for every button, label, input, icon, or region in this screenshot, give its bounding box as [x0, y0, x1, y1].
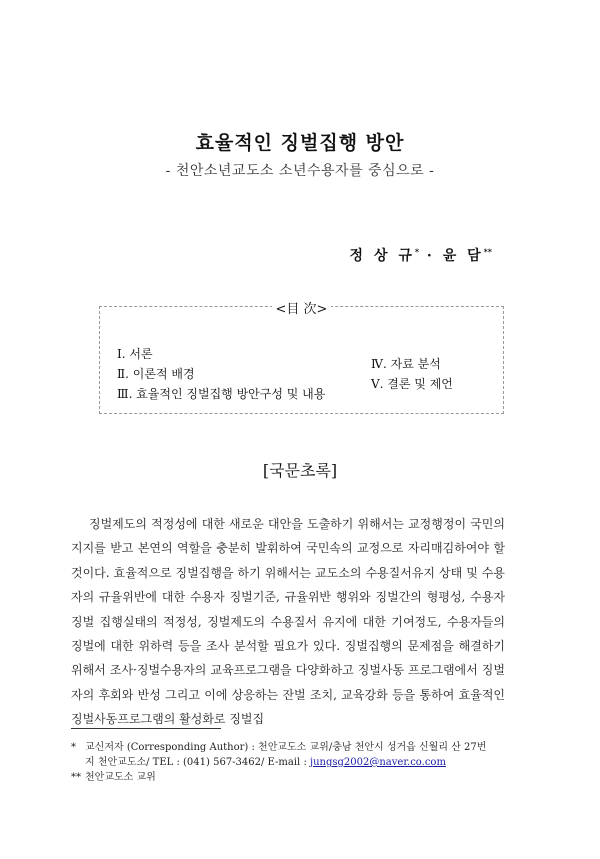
footnote-1	[71, 740, 521, 755]
toc-heading: <目 次>	[272, 302, 332, 317]
footnote-1-line-1: 교신저자 (Corresponding Author) : 천안교도소 교위/충남 천안시 성거읍 신월리 산 27번	[85, 742, 487, 753]
toc-item-2: Ⅱ. 이론적 배경	[117, 367, 195, 381]
footnote-1-mark: *	[71, 742, 76, 753]
email-link[interactable]: jungsg2002@naver.co.com	[310, 757, 446, 768]
author-name-2: 윤 담	[442, 248, 484, 264]
toc-left-column	[117, 344, 325, 404]
abstract-body: 징벌제도의 적정성에 대한 새로운 대안을 도출하기 위해서는 교정행정이 국민의 지지를 받고 본연의 역할을 충분히 발휘하여 국민속의 교정으로 자리매김하여야 할 것이다. 효율적으로 징벌집행을 하기 위해서는 교도소의 수용질서유지 상태 및 수용자의 규율위반에 대한 수용자 징벌기준, 규율위반 행위와 징벌간의 형평성, 수용자 징벌 집행실태의 적정성, 징벌제도의 수용질서 유지에 대한 기여정도, 수용자들의 징벌에 대한 위하력 등을 조사 분석할 필요가 있다. 징벌집행의 문제점을 해결하기 위해서 조사·징벌수용자의 교육프로그램을 다양화하고 징벌사동 프로그램에서 징벌자의 후회와 반성 그리고 이에 상응하는 잔벌 조치, 교육강화 등을 통하여 효율적인 징벌사동프로그램의 활성화로 징벌집	[71, 517, 505, 727]
author-line	[350, 245, 492, 265]
footnote-divider	[71, 728, 221, 729]
abstract-heading: [국문초록]	[262, 461, 338, 480]
toc-right-column	[371, 354, 453, 394]
author-separator: ·	[419, 248, 443, 264]
footnote-2	[71, 770, 521, 785]
toc-item-5: Ⅴ. 결론 및 제언	[371, 377, 453, 391]
author-name-1: 정 상 규	[349, 248, 415, 264]
footnotes	[71, 740, 521, 785]
author-mark-1: *	[414, 246, 420, 257]
paper-subtitle: - 천안소년교도소 소년수용자를 중심으로 -	[165, 163, 435, 179]
toc-item-4: Ⅳ. 자료 분석	[371, 357, 441, 371]
footnote-1-line-2: 지 천안교도소/ TEL : (041) 567-3462/ E-mail :	[85, 757, 310, 768]
toc-item-3: Ⅲ. 효율적인 징벌집행 방안구성 및 내용	[117, 387, 326, 401]
paper-title: 효율적인 징벌집행 방안	[195, 132, 405, 154]
footnote-2-mark: **	[71, 772, 81, 783]
table-of-contents	[99, 302, 504, 414]
footnote-2-text: 천안교도소 교위	[85, 772, 156, 783]
author-mark-2: **	[483, 246, 492, 257]
footnote-1-continuation	[71, 755, 521, 770]
toc-item-1: Ⅰ. 서론	[117, 347, 153, 361]
